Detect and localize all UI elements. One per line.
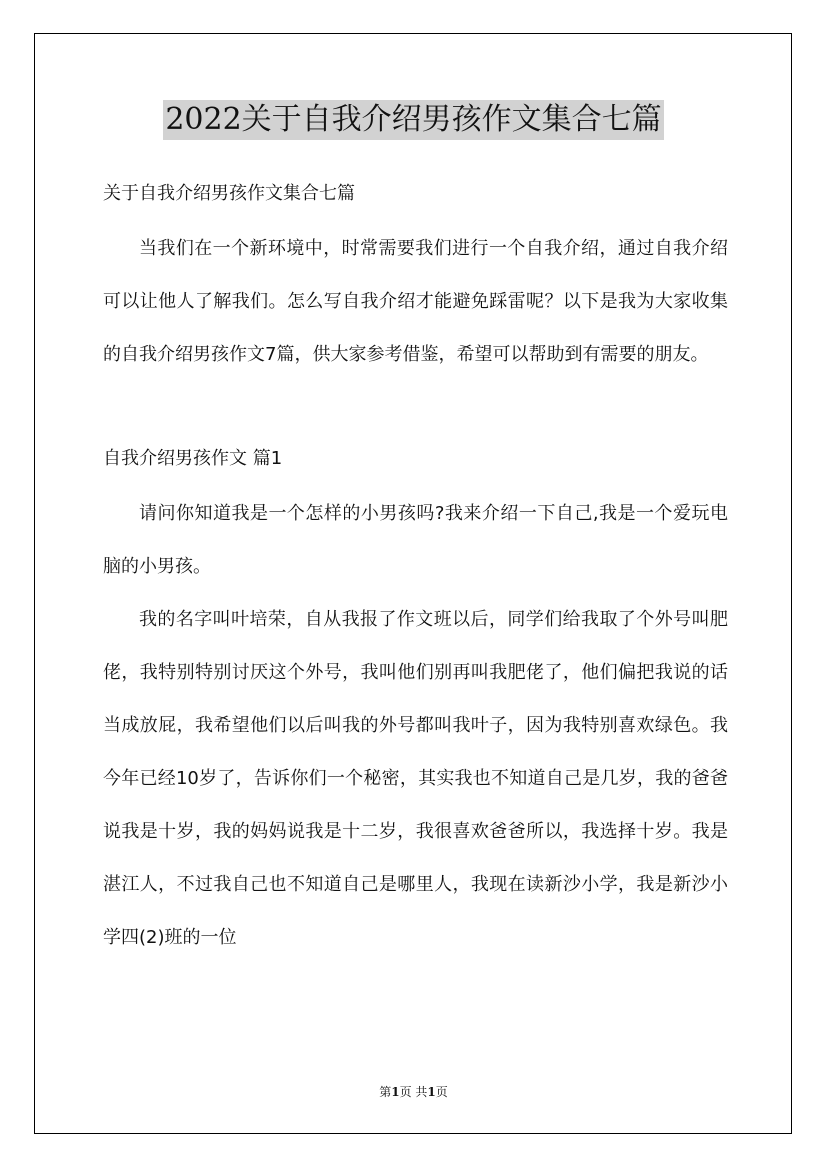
body-paragraph: 我的名字叫叶培荣，自从我报了作文班以后，同学们给我取了个外号叫肥佬，我特别特别讨厌这个外号，我叫他们别再叫我肥佬了，他们偏把我说的话当成放屁，我希望他们以后叫我的外号都叫我叶子，因为我特别喜欢绿色。我今年已经10岁了，告诉你们一个秘密，其实我也不知道自己是几岁，我的爸爸说我是十岁，我的妈妈说我是十二岁，我很喜欢爸爸所以，我选择十岁。我是湛江人，不过我自己也不知道自己是哪里人，我现在读新沙小学，我是新沙小学四(2)班的一位 (103, 609, 728, 948)
page-number-total: 1 (427, 1085, 436, 1099)
page-footer (0, 1083, 827, 1100)
document-body (103, 172, 728, 964)
document-subtitle: 关于自我介绍男孩作文集合七篇 (103, 183, 355, 204)
body-paragraph: 请问你知道我是一个怎样的小男孩吗?我来介绍一下自己,我是一个爱玩电脑的小男孩。 (103, 503, 728, 577)
page-number-mid: 页 共 (399, 1085, 428, 1099)
page-number-prefix: 第 (379, 1085, 392, 1099)
intro-paragraph: 当我们在一个新环境中，时常需要我们进行一个自我介绍，通过自我介绍可以让他人了解我们。怎么写自我介绍才能避免踩雷呢？以下是我为大家收集的自我介绍男孩作文7篇，供大家参考借鉴，希望可以帮助到有需要的朋友。 (103, 238, 728, 365)
document-title (0, 100, 827, 140)
section-heading: 自我介绍男孩作文 篇1 (103, 448, 283, 469)
page-number-suffix: 页 (435, 1085, 448, 1099)
document-title-text: 2022关于自我介绍男孩作文集合七篇 (163, 100, 663, 140)
page-number-current: 1 (391, 1085, 400, 1099)
